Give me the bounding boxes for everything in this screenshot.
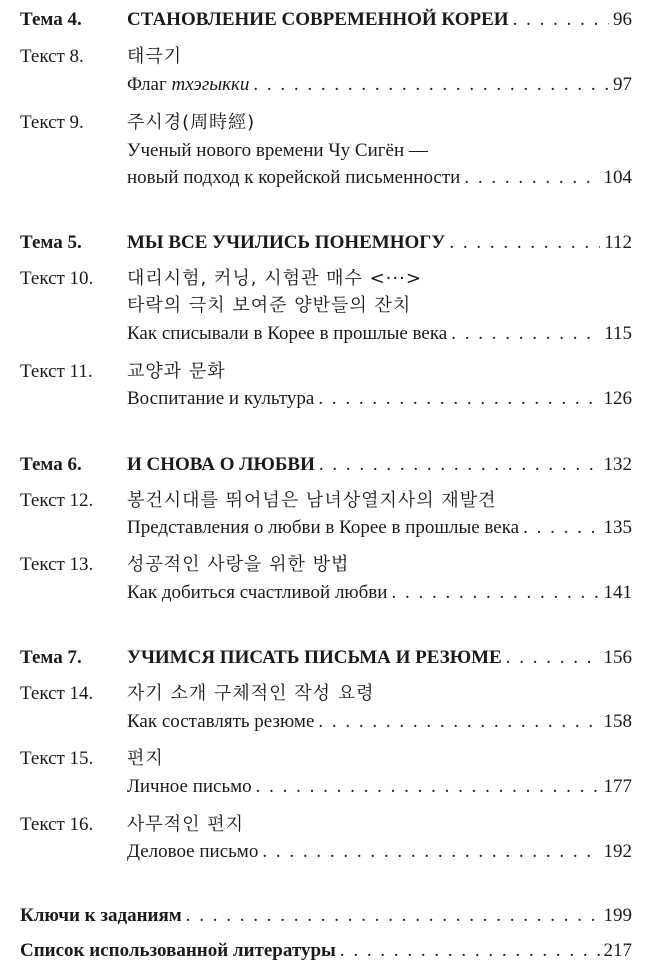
russian-title: Деловое письмо — [127, 841, 259, 862]
backmatter-bibliography[interactable] — [20, 939, 632, 963]
text-15-entry[interactable] — [20, 775, 632, 799]
theme-title: МЫ ВСЕ УЧИЛИСЬ ПОНЕМНОГУ — [127, 232, 446, 253]
page-number: 158 — [603, 711, 632, 732]
text-12-korean-title — [20, 489, 632, 513]
page-number: 96 — [613, 9, 632, 30]
theme-title: И СНОВА О ЛЮБВИ — [127, 454, 315, 475]
text-label: Текст 14. — [20, 683, 94, 704]
dot-leader — [262, 840, 599, 864]
russian-title — [127, 73, 249, 97]
text-13-korean-title — [20, 553, 632, 577]
page-number: 126 — [603, 388, 632, 409]
text-13-entry[interactable] — [20, 581, 632, 605]
korean-title: 대리시험, 커닝, 시험관 매수 <···> — [127, 268, 422, 289]
russian-title: Как составлять резюме — [127, 711, 315, 732]
text-9-entry[interactable] — [20, 166, 632, 190]
dot-leader — [256, 775, 600, 799]
dot-leader — [391, 581, 599, 605]
dot-leader — [513, 8, 609, 32]
backmatter-title: Ключи к заданиям — [20, 905, 182, 926]
page-number: 135 — [603, 517, 632, 538]
text-10-korean-title-2 — [20, 294, 632, 318]
text-label: Текст 12. — [20, 490, 94, 511]
page-number: 177 — [603, 776, 632, 797]
korean-title: 성공적인 사랑을 위한 방법 — [127, 554, 350, 575]
backmatter-answer-keys[interactable] — [20, 904, 632, 928]
korean-title: 주시경(周時經) — [127, 112, 256, 133]
text-11-entry[interactable] — [20, 387, 632, 411]
dot-leader — [340, 939, 600, 963]
text-16-entry[interactable] — [20, 840, 632, 864]
theme-label: Тема 4. — [20, 9, 82, 30]
russian-title: Как списывали в Корее в прошлые века — [127, 323, 448, 344]
theme-title: УЧИМСЯ ПИСАТЬ ПИСЬМА И РЕЗЮМЕ — [127, 647, 502, 668]
korean-title: 편지 — [127, 748, 164, 769]
dot-leader — [318, 387, 599, 411]
russian-title: Личное письмо — [127, 776, 252, 797]
page-number: 199 — [603, 905, 632, 926]
dot-leader — [451, 322, 600, 346]
page-number: 156 — [603, 647, 632, 668]
text-label: Текст 13. — [20, 554, 94, 575]
russian-title: Представления о любви в Корее в прошлые века — [127, 517, 520, 538]
korean-title: 타락의 극치 보여준 양반들의 잔치 — [127, 295, 412, 316]
dot-leader — [506, 646, 600, 670]
page-number: 141 — [603, 582, 632, 603]
page-number: 97 — [613, 74, 632, 95]
russian-title-line: Ученый нового времени Чу Сигён — — [127, 140, 428, 161]
russian-title: Воспитание и культура — [127, 388, 315, 409]
page-number: 132 — [603, 454, 632, 475]
text-10-korean-title-1 — [20, 267, 632, 291]
russian-title: новый подход к корейской письменности — [127, 167, 461, 188]
theme-5-heading[interactable] — [20, 231, 632, 255]
korean-title: 교양과 문화 — [127, 361, 226, 382]
korean-title: 봉건시대를 뛰어넘은 남녀상열지사의 재발견 — [127, 490, 497, 511]
theme-label: Тема 5. — [20, 232, 82, 253]
dot-leader — [464, 166, 599, 190]
russian-title-italic: тхэгыкки — [171, 74, 250, 95]
korean-title: 태극기 — [127, 46, 183, 67]
text-12-entry[interactable] — [20, 516, 632, 540]
text-10-entry[interactable] — [20, 322, 632, 346]
theme-7-heading[interactable] — [20, 646, 632, 670]
page-number: 115 — [604, 323, 632, 344]
text-16-korean-title — [20, 813, 632, 837]
page-number: 104 — [603, 167, 632, 188]
theme-4-heading[interactable] — [20, 8, 632, 32]
page-number: 217 — [603, 940, 632, 961]
russian-title-prefix: Флаг — [127, 74, 172, 95]
text-14-korean-title — [20, 682, 632, 706]
dot-leader — [253, 73, 609, 97]
text-11-korean-title — [20, 360, 632, 384]
text-9-russian-line-1 — [20, 139, 632, 163]
text-9-korean-title — [20, 111, 632, 135]
theme-label: Тема 6. — [20, 454, 82, 475]
text-label: Текст 15. — [20, 748, 94, 769]
theme-title: СТАНОВЛЕНИЕ СОВРЕМЕННОЙ КОРЕИ — [127, 9, 509, 30]
theme-label: Тема 7. — [20, 647, 82, 668]
text-15-korean-title — [20, 747, 632, 771]
russian-title: Как добиться счастливой любви — [127, 582, 388, 603]
text-8-korean-title — [20, 45, 632, 69]
text-label: Текст 10. — [20, 268, 94, 289]
text-label: Текст 9. — [20, 112, 84, 133]
text-label: Текст 11. — [20, 361, 93, 382]
korean-title: 자기 소개 구체적인 작성 요령 — [127, 683, 375, 704]
text-label: Текст 8. — [20, 46, 84, 67]
text-8-entry[interactable] — [20, 73, 632, 97]
page-number: 112 — [604, 232, 632, 253]
dot-leader — [318, 710, 599, 734]
dot-leader — [319, 453, 600, 477]
text-label: Текст 16. — [20, 814, 94, 835]
theme-6-heading[interactable] — [20, 453, 632, 477]
backmatter-title: Список использованной литературы — [20, 940, 336, 961]
korean-title: 사무적인 편지 — [127, 814, 245, 835]
dot-leader — [449, 231, 600, 255]
page-number: 192 — [603, 841, 632, 862]
dot-leader — [523, 516, 599, 540]
text-14-entry[interactable] — [20, 710, 632, 734]
dot-leader — [186, 904, 600, 928]
